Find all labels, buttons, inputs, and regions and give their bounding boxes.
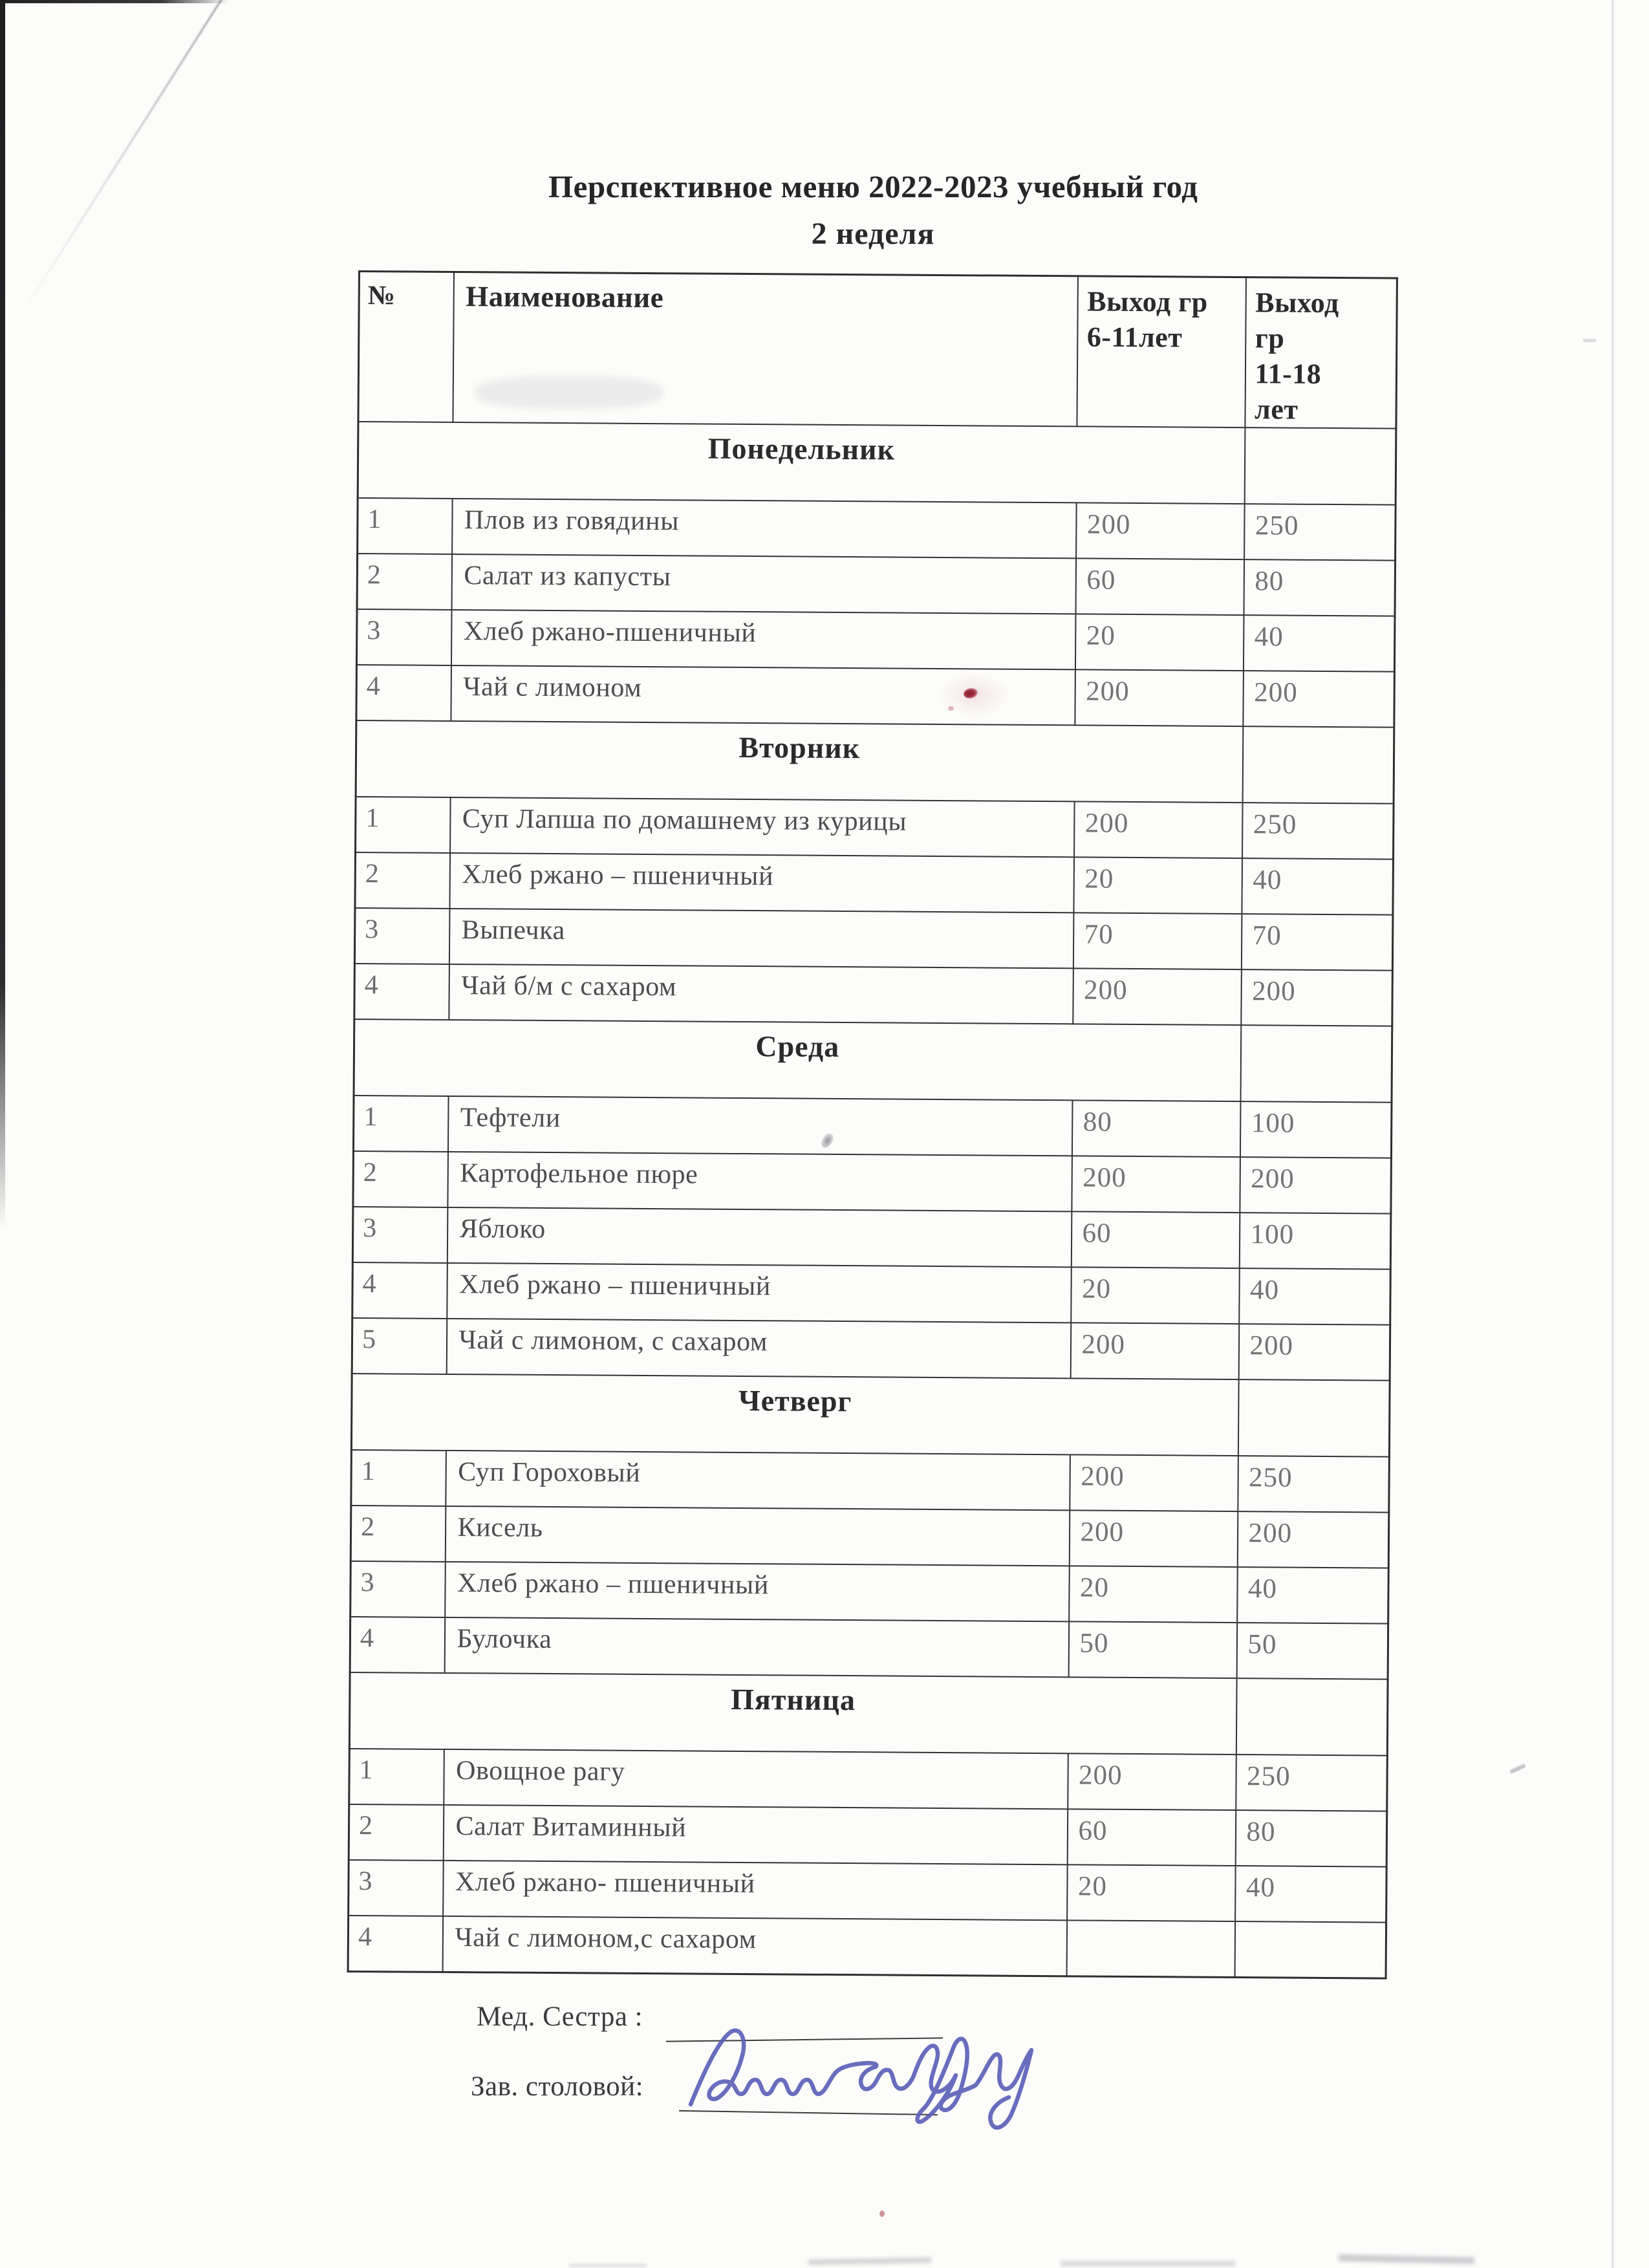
item-portion-11-18: 40 <box>1237 1567 1389 1624</box>
item-name: Салат из капусты <box>451 554 1076 614</box>
item-number: 2 <box>349 1804 444 1861</box>
bottom-scan-smudge <box>1339 2254 1474 2264</box>
day-header-row <box>356 720 1394 804</box>
day-header-row <box>354 1019 1392 1103</box>
item-number: 4 <box>348 1916 443 1972</box>
item-name: Хлеб ржано – пшеничный <box>449 853 1074 913</box>
item-portion-6-11: 200 <box>1068 1753 1236 1810</box>
item-portion-6-11: 200 <box>1074 801 1243 858</box>
day-header-row <box>358 422 1396 505</box>
item-portion-11-18: 40 <box>1242 858 1394 915</box>
day-monday: Понедельник <box>358 422 1245 504</box>
item-portion-6-11: 60 <box>1067 1809 1236 1866</box>
item-portion-11-18: 250 <box>1236 1755 1388 1811</box>
item-name: Суп Лапша по домашнему из курицы <box>450 797 1075 857</box>
item-number: 3 <box>349 1860 444 1916</box>
menu-item-row <box>348 1916 1386 1978</box>
item-portion-11-18: 200 <box>1237 1511 1389 1568</box>
item-name: Плов из говядины <box>452 499 1077 558</box>
item-portion-11-18: 100 <box>1239 1213 1391 1269</box>
item-name: Чай с лимоном,с сахаром <box>442 1916 1067 1976</box>
item-number: 4 <box>354 964 449 1020</box>
red-dot-bottom <box>879 2210 885 2217</box>
item-portion-11-18: 250 <box>1238 1456 1390 1513</box>
smudge-mark <box>1509 1764 1526 1774</box>
item-number: 1 <box>353 1096 448 1152</box>
item-portion-11-18: 100 <box>1240 1101 1392 1158</box>
menu-item-row <box>353 1096 1392 1158</box>
menu-item-row <box>349 1804 1387 1867</box>
day-header-row <box>351 1374 1390 1457</box>
item-name: Суп Гороховый <box>446 1451 1070 1510</box>
item-portion-6-11: 200 <box>1070 1454 1238 1511</box>
item-number: 4 <box>356 665 451 721</box>
item-number: 1 <box>356 797 451 853</box>
item-portion-11-18: 50 <box>1236 1623 1388 1679</box>
day-wednesday: Среда <box>354 1019 1241 1101</box>
scanner-edge-top <box>0 0 230 3</box>
item-portion-11-18: 250 <box>1244 504 1396 561</box>
day-empty-cell <box>1236 1678 1388 1756</box>
ink-ghost-smudge <box>475 376 663 409</box>
item-portion-6-11: 200 <box>1075 669 1244 726</box>
smudge-mark <box>1583 339 1596 342</box>
item-name: Хлеб ржано – пшеничный <box>447 1263 1072 1323</box>
item-portion-6-11: 200 <box>1076 502 1245 559</box>
menu-item-row <box>351 1450 1390 1513</box>
scanner-edge-left <box>0 0 5 1229</box>
item-number: 3 <box>352 1207 447 1263</box>
item-number: 2 <box>357 554 452 610</box>
item-name: Чай с лимоном, с сахаром <box>446 1319 1071 1378</box>
item-name: Овощное рагу <box>444 1749 1068 1809</box>
menu-item-row <box>349 1860 1387 1923</box>
item-portion-11-18: 40 <box>1243 615 1395 672</box>
menu-item-row <box>356 609 1395 672</box>
paper-fold-crease <box>22 0 223 312</box>
menu-item-row <box>352 1207 1391 1269</box>
item-number: 1 <box>349 1749 444 1805</box>
item-number: 2 <box>353 1151 448 1207</box>
menu-item-row <box>356 665 1395 728</box>
item-portion-6-11: 200 <box>1072 1156 1240 1213</box>
item-portion-11-18: 80 <box>1244 559 1396 616</box>
header-name: Наименование <box>453 272 1078 426</box>
item-name: Булочка <box>444 1617 1069 1677</box>
item-number: 4 <box>350 1617 445 1673</box>
item-portion-6-11: 20 <box>1073 857 1242 914</box>
header-portion-11-18: Выход гр 11-18 лет <box>1245 277 1397 429</box>
item-portion-6-11: 20 <box>1075 614 1244 671</box>
scanner-line-right <box>1611 0 1614 2268</box>
bottom-scan-smudge <box>569 2263 647 2267</box>
menu-item-row <box>357 554 1396 616</box>
item-number: 4 <box>352 1262 447 1319</box>
item-name: Чай с лимоном <box>451 665 1075 725</box>
item-portion-11-18: 40 <box>1239 1268 1391 1325</box>
item-portion-6-11: 60 <box>1071 1211 1240 1268</box>
menu-item-row <box>350 1617 1388 1679</box>
item-number: 1 <box>358 498 453 554</box>
item-portion-6-11: 60 <box>1075 558 1244 615</box>
menu-item-row <box>355 852 1394 915</box>
menu-item-row <box>354 964 1393 1026</box>
item-name: Картофельное пюре <box>447 1152 1072 1211</box>
item-portion-6-11: 70 <box>1073 913 1242 969</box>
item-portion-11-18: 200 <box>1243 671 1395 728</box>
menu-item-row <box>349 1749 1388 1811</box>
item-portion-6-11 <box>1066 1920 1235 1977</box>
item-portion-6-11: 20 <box>1071 1267 1240 1324</box>
item-name: Чай б/м с сахаром <box>449 964 1073 1024</box>
header-number: № <box>358 272 454 422</box>
item-portion-11-18: 40 <box>1235 1866 1387 1923</box>
item-name: Выпечка <box>449 909 1073 968</box>
menu-item-row <box>352 1318 1390 1381</box>
item-name: Яблоко <box>447 1207 1072 1267</box>
item-number: 1 <box>351 1450 446 1506</box>
item-name: Хлеб ржано-пшеничный <box>451 610 1075 669</box>
day-thursday: Четверг <box>351 1374 1238 1456</box>
zav-stolovoy-label: Зав. столовой: <box>471 2071 644 2102</box>
item-number: 3 <box>350 1561 446 1617</box>
bottom-scan-smudge <box>1061 2261 1235 2266</box>
menu-table-wrapper <box>347 270 1398 1979</box>
item-portion-6-11: 80 <box>1072 1100 1240 1157</box>
day-empty-cell <box>1240 1025 1392 1103</box>
title-line-2: 2 неделя <box>811 217 935 251</box>
item-portion-11-18: 200 <box>1240 1157 1392 1214</box>
item-number: 5 <box>352 1318 447 1374</box>
item-number: 3 <box>356 609 451 665</box>
item-portion-6-11: 200 <box>1073 968 1242 1025</box>
item-portion-11-18: 250 <box>1242 803 1394 859</box>
item-number: 2 <box>350 1506 446 1562</box>
med-sestra-label: Мед. Сестра : <box>477 2002 643 2032</box>
day-empty-cell <box>1244 427 1396 505</box>
item-name: Салат Витаминный <box>443 1805 1068 1864</box>
item-portion-6-11: 20 <box>1067 1864 1236 1921</box>
header-portion-6-11: Выход гр 6-11лет <box>1077 276 1246 427</box>
item-name: Тефтели <box>447 1096 1072 1156</box>
day-empty-cell <box>1242 726 1394 804</box>
item-portion-11-18: 80 <box>1235 1810 1387 1867</box>
title-line-1: Перспективное меню 2022-2023 учебный год <box>548 169 1198 204</box>
item-portion-6-11: 200 <box>1069 1510 1238 1567</box>
menu-item-row <box>356 797 1394 859</box>
menu-item-row <box>358 498 1396 561</box>
document-title <box>548 167 1198 254</box>
item-portion-11-18 <box>1234 1921 1386 1978</box>
day-tuesday: Вторник <box>356 720 1243 803</box>
item-name: Кисель <box>445 1506 1070 1566</box>
item-portion-6-11: 200 <box>1070 1323 1239 1379</box>
menu-item-row <box>350 1506 1389 1568</box>
menu-table <box>347 270 1398 1979</box>
item-portion-6-11: 50 <box>1068 1621 1237 1678</box>
item-number: 3 <box>354 908 449 964</box>
item-portion-11-18: 200 <box>1238 1324 1390 1381</box>
day-empty-cell <box>1238 1379 1390 1457</box>
menu-item-row <box>354 908 1393 971</box>
item-name: Хлеб ржано- пшеничный <box>443 1861 1068 1920</box>
day-header-row <box>349 1672 1388 1756</box>
menu-item-row <box>353 1151 1392 1214</box>
menu-item-row <box>350 1561 1389 1624</box>
item-name: Хлеб ржано – пшеничный <box>445 1562 1070 1621</box>
item-number: 2 <box>355 852 450 909</box>
item-portion-11-18: 70 <box>1241 914 1393 971</box>
pink-ink-dot <box>948 706 954 711</box>
bottom-scan-smudge <box>808 2257 931 2265</box>
item-portion-6-11: 20 <box>1069 1566 1238 1623</box>
day-friday: Пятница <box>349 1672 1236 1755</box>
handwritten-signature <box>671 2013 1059 2148</box>
item-portion-11-18: 200 <box>1241 969 1393 1026</box>
menu-item-row <box>352 1262 1391 1325</box>
